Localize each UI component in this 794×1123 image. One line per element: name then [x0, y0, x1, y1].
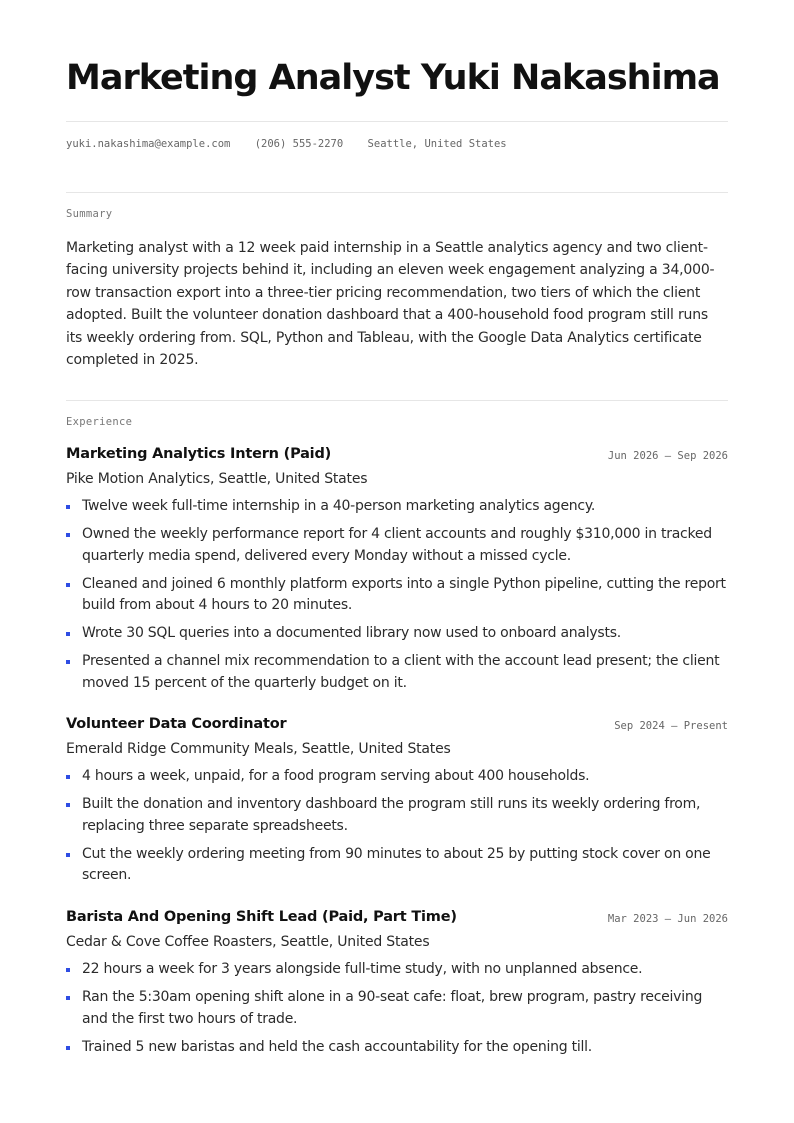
contact-line [66, 138, 525, 150]
job-bullets [66, 496, 728, 695]
job-entry [66, 909, 728, 1065]
bullet-text: 22 hours a week for 3 years alongside full-time study, with no unplanned absence. [82, 961, 643, 977]
bullet-text: Presented a channel mix recommendation to a client with the account lead present; the client moved 15 percent of the quarterly budget on it. [82, 653, 720, 692]
bullet-text: Twelve week full-time internship in a 40-person marketing analytics agency. [82, 498, 596, 514]
summary-divider [66, 192, 728, 193]
contact-location: Seattle, United States [367, 138, 507, 150]
bullet-text: Trained 5 new baristas and held the cash accountability for the opening till. [82, 1038, 592, 1055]
job-bullets [66, 959, 728, 1058]
bullet-marker [66, 505, 70, 509]
job-title: Marketing Analytics Intern (Paid) [66, 446, 332, 462]
bullet-marker [66, 533, 70, 537]
summary-text: Marketing analyst with a 12 week paid internship in a Seattle analytics agency and two client-facing university projects behind it, including an eleven week engagement analyzing a 34,000-row transaction export into a three-tier pricing recommendation, two tiers of which the client adopted. Built the volunteer donation dashboard that a 400-household food program still runs its weekly ordering from. SQL, Python and Tableau, with the Google Data Analytics certificate completed in 2025. [66, 240, 715, 369]
job-entry [66, 716, 728, 893]
job-organization: Cedar & Cove Coffee Roasters, Seattle, United States [66, 934, 430, 950]
bullet-item [66, 623, 728, 645]
bullet-marker [66, 660, 70, 664]
job-dates: Mar 2023 — Jun 2026 [607, 913, 728, 925]
bullet-text: 4 hours a week, unpaid, for a food program serving about 400 households. [82, 768, 590, 784]
bullet-item [66, 574, 728, 617]
bullet-text: Cut the weekly ordering meeting from 90 minutes to about 25 by putting stock cover on one screen. [82, 845, 711, 884]
bullet-item [66, 524, 728, 567]
job-dates: Sep 2024 — Present [614, 720, 728, 732]
bullet-item [66, 766, 728, 788]
bullet-marker [66, 583, 70, 587]
bullet-item [66, 651, 728, 694]
bullet-item [66, 496, 728, 518]
job-entry [66, 446, 728, 701]
bullet-marker [66, 1046, 70, 1050]
bullet-marker [66, 632, 70, 636]
bullet-marker [66, 853, 70, 857]
bullet-text: Cleaned and joined 6 monthly platform exports into a single Python pipeline, cutting the report build from about 4 hours to 20 minutes. [82, 575, 726, 614]
job-header [66, 716, 728, 738]
summary-section-label: Summary [66, 208, 113, 220]
contact-email[interactable]: yuki.nakashima@example.com [66, 138, 231, 150]
experience-section-label: Experience [66, 416, 133, 428]
job-header [66, 909, 728, 931]
bullet-item [66, 1037, 728, 1059]
bullet-item [66, 987, 728, 1030]
bullet-text: Owned the weekly performance report for 4 client accounts and roughly $310,000 in tracked quarterly media spend, delivered every Monday without a missed cycle. [82, 526, 712, 564]
bullet-marker [66, 803, 70, 807]
bullet-marker [66, 968, 70, 972]
job-header [66, 446, 728, 468]
bullet-text: Wrote 30 SQL queries into a documented library now used to onboard analysts. [82, 625, 621, 642]
bullet-text: Built the donation and inventory dashboard the program still runs its weekly ordering from, replacing three separate spreadsheets. [82, 796, 701, 834]
header-divider [66, 121, 728, 122]
bullet-item [66, 959, 728, 981]
bullet-marker [66, 775, 70, 779]
bullet-item [66, 794, 728, 837]
job-title: Barista And Opening Shift Lead (Paid, Part Time) [66, 909, 457, 925]
bullet-marker [66, 996, 70, 1000]
bullet-item [66, 844, 728, 887]
job-organization: Emerald Ridge Community Meals, Seattle, United States [66, 741, 451, 757]
candidate-name: Marketing Analyst Yuki Nakashima [66, 58, 720, 98]
contact-phone[interactable]: (206) 555-2270 [254, 138, 344, 150]
job-title: Volunteer Data Coordinator [66, 716, 287, 732]
experience-divider [66, 400, 728, 401]
bullet-text: Ran the 5:30am opening shift alone in a 90-seat cafe: float, brew program, pastry receiving and the first two hours of trade. [82, 989, 703, 1027]
job-bullets [66, 766, 728, 887]
job-dates: Jun 2026 — Sep 2026 [607, 450, 728, 462]
job-organization: Pike Motion Analytics, Seattle, United States [66, 471, 368, 487]
